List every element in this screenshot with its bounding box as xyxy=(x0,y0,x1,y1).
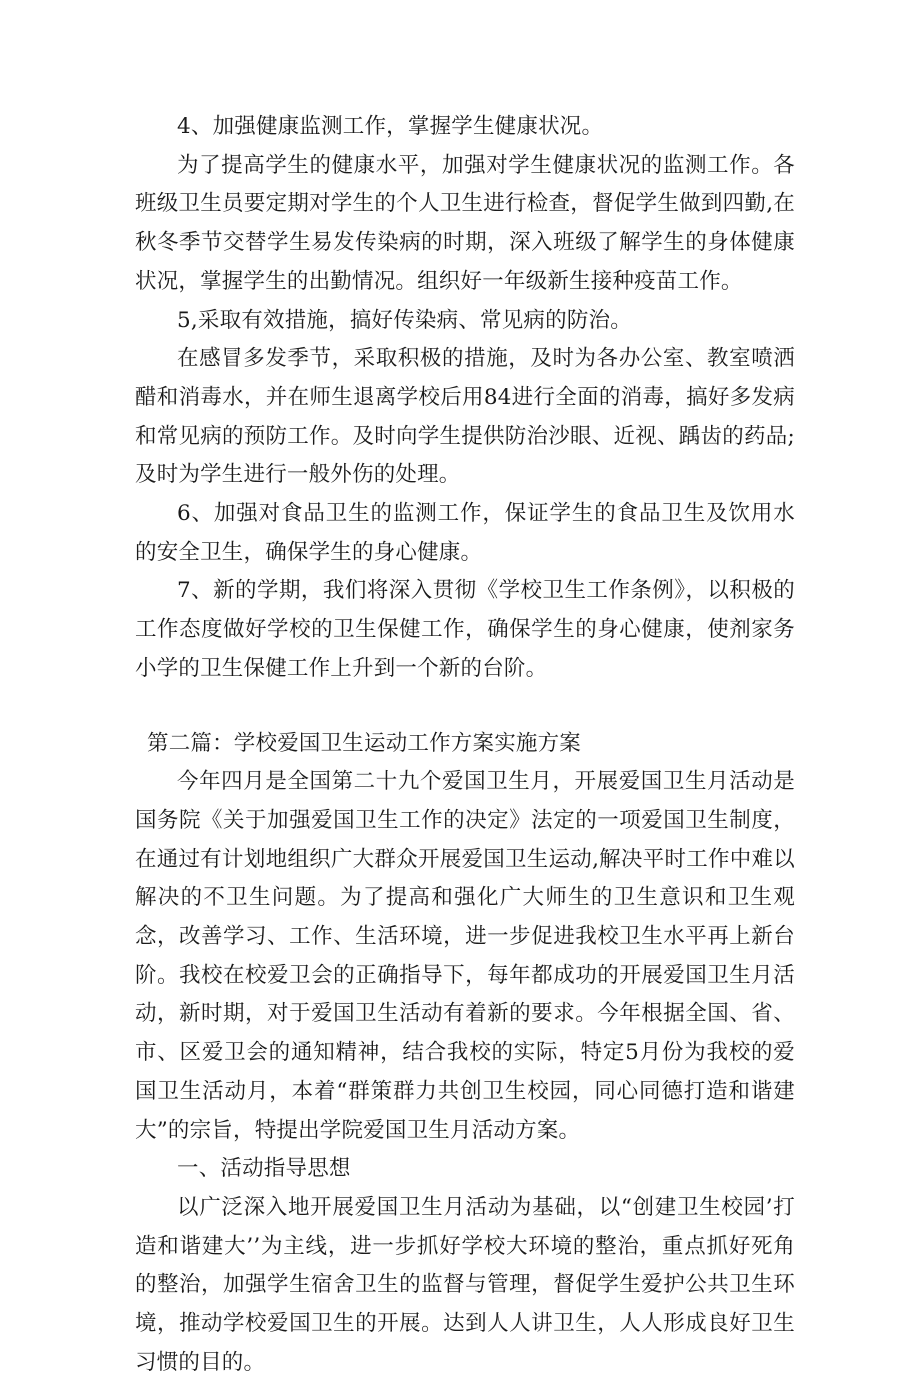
section-spacer xyxy=(135,689,795,725)
item-heading-6: 6、加强对食品卫生的监测工作，保证学生的食品卫生及饮用水的安全卫生，确保学生的身心健康。 xyxy=(135,501,795,565)
body-paragraph: 以广泛深入地开展爱国卫生月活动为基础，以“创建卫生校园’打造和谐建大’’为主线，进一步抓好学校大环境的整治，重点抓好死角的整治，加强学生宿舍卫生的监督与管理，督促学生爱护公共卫生环境，推动学校爱国卫生的开展。达到人人讲卫生，人人形成良好卫生习惯的目的。 xyxy=(135,1194,795,1375)
subsection-heading: 一、活动指导思想 xyxy=(177,1156,351,1182)
body-paragraph: 在感冒多发季节，采取积极的措施，及时为各办公室、教室喷洒醋和消毒水，并在师生退离学校后用84进行全面的消毒，搞好多发病和常见病的预防工作。及时向学生提供防治沙眼、近视、踽齿的药品;及时为学生进行一般外伤的处理。 xyxy=(135,346,795,488)
item-heading-7: 7、新的学期，我们将深入贯彻《学校卫生工作条例》，以积极的工作态度做好学校的卫生保健工作，确保学生的身心健康，使剂家务小学的卫生保健工作上升到一个新的台阶。 xyxy=(135,578,795,681)
body-paragraph: 今年四月是全国第二十九个爱国卫生月，开展爱国卫生月活动是国务院《关于加强爱国卫生工作的决定》法定的一项爱国卫生制度，在通过有计划地组织广大群众开展爱国卫生运动,解决平时工作中难以解决的不卫生问题。为了提高和强化广大师生的卫生意识和卫生观念，改善学习、工作、生活环境，进一步促进我校卫生水平再上新台阶。我校在校爱卫会的正确指导下，每年都成功的开展爱国卫生月活动，新时期，对于爱国卫生活动有着新的要求。今年根据全国、省、市、区爱卫会的通知精神，结合我校的实际，特定5月份为我校的爱国卫生活动月，本着“群策群力共创卫生校园，同心同德打造和谐建大”的宗旨，特提出学院爱国卫生月活动方案。 xyxy=(135,769,795,1143)
document-body xyxy=(135,108,795,1383)
section-title: 第二篇：学校爱国卫生运动工作方案实施方案 xyxy=(147,730,582,756)
item-heading-4: 4、加强健康监测工作，掌握学生健康状况。 xyxy=(177,114,604,139)
body-paragraph: 为了提高学生的健康水平，加强对学生健康状况的监测工作。各班级卫生员要定期对学生的个人卫生进行检查，督促学生做到四勤,在秋冬季节交替学生易发传染病的时期，深入班级了解学生的身体健康状况，掌握学生的出勤情况。组织好一年级新生接种疫苗工作。 xyxy=(135,152,795,294)
item-heading-5: 5,采取有效措施，搞好传染病、常见病的防治。 xyxy=(177,307,632,333)
